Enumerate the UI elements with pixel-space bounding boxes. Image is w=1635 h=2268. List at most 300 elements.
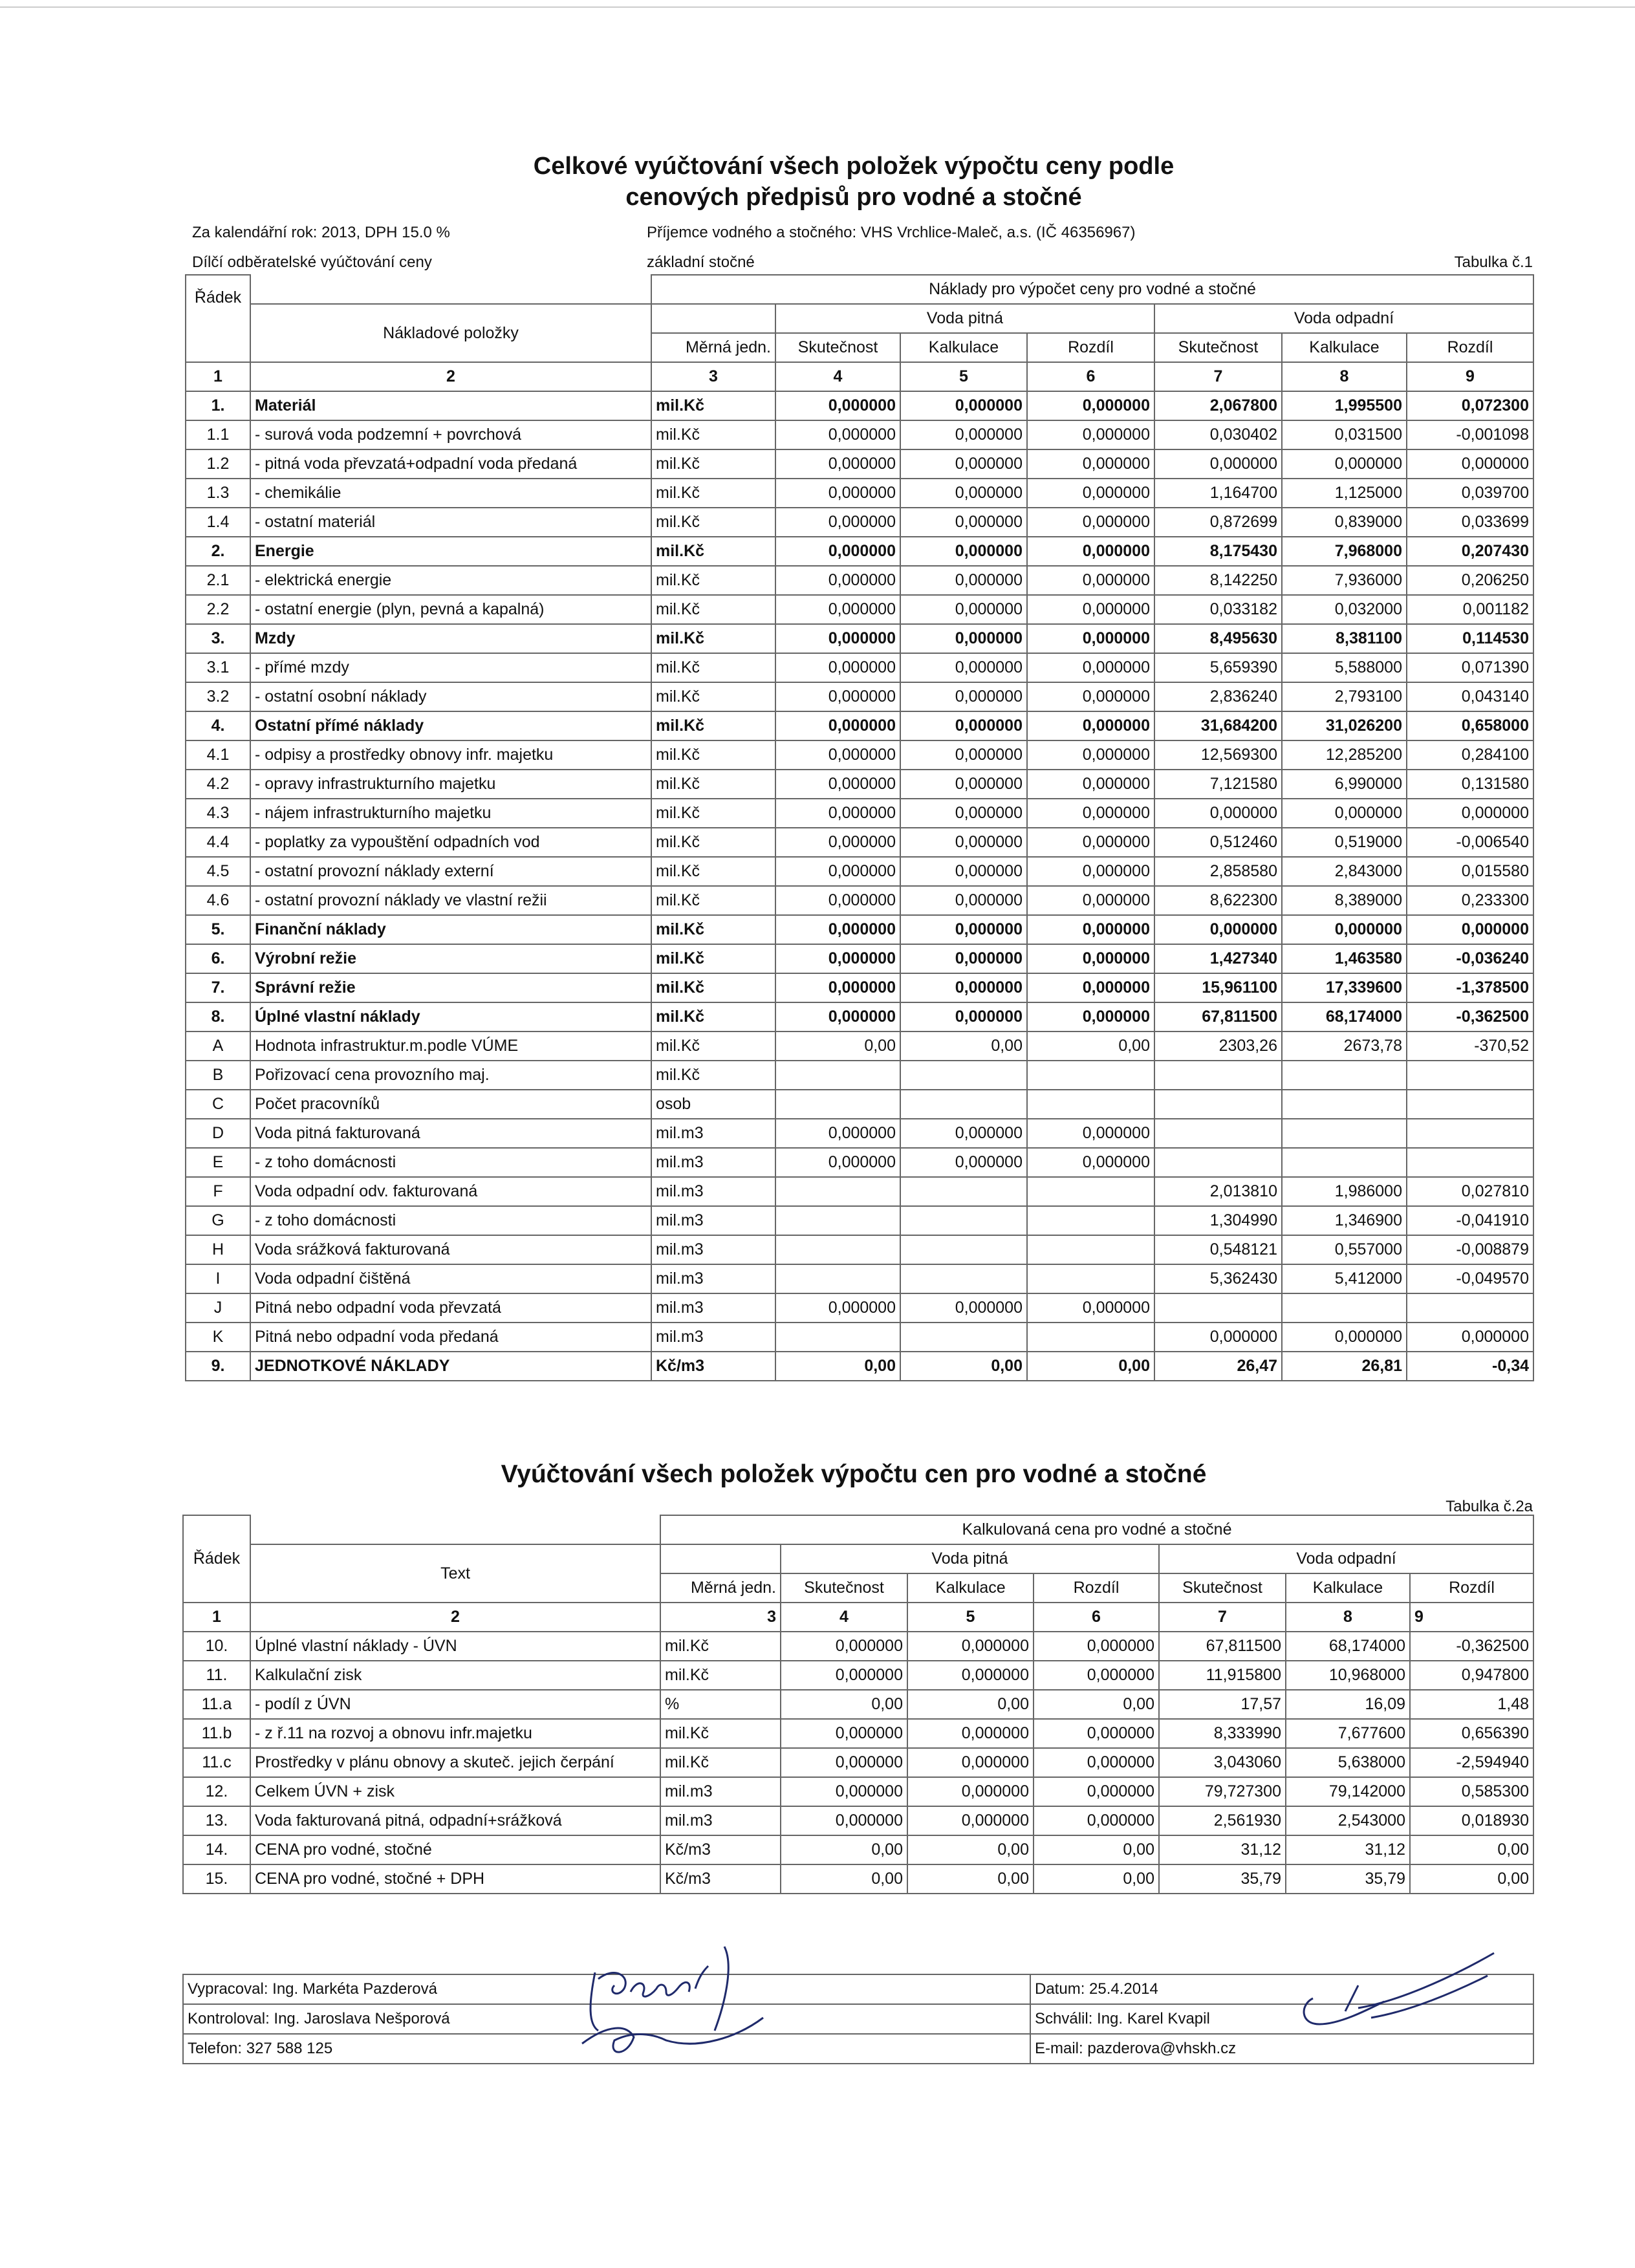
value-cell bbox=[1407, 1090, 1533, 1119]
value-cell: 0,00 bbox=[1034, 1690, 1159, 1719]
value-cell: 2303,26 bbox=[1154, 1031, 1282, 1061]
table-row bbox=[186, 1031, 1533, 1061]
row-label: - z toho domácnosti bbox=[250, 1148, 651, 1177]
value-cell: 0,000000 bbox=[1282, 915, 1407, 944]
value-cell: 0,000000 bbox=[775, 857, 900, 886]
value-cell: 31,12 bbox=[1286, 1835, 1410, 1864]
row-unit: osob bbox=[651, 1090, 775, 1119]
row-label: - pitná voda převzatá+odpadní voda předaná bbox=[250, 449, 651, 479]
col-num: 5 bbox=[907, 1603, 1034, 1632]
value-cell: 0,000000 bbox=[781, 1719, 907, 1748]
value-cell: 1,346900 bbox=[1282, 1206, 1407, 1235]
value-cell bbox=[900, 1235, 1027, 1264]
value-cell: 0,072300 bbox=[1407, 391, 1533, 420]
row-label: Finanční náklady bbox=[250, 915, 651, 944]
row-id: F bbox=[186, 1177, 250, 1206]
col-num: 3 bbox=[651, 362, 775, 391]
row-label: - přímé mzdy bbox=[250, 653, 651, 682]
value-cell bbox=[1282, 1090, 1407, 1119]
row-unit: mil.m3 bbox=[651, 1264, 775, 1293]
dw-actual-header: Skutečnost bbox=[781, 1573, 907, 1603]
value-cell: 0,000000 bbox=[900, 915, 1027, 944]
row-unit: mil.Kč bbox=[651, 449, 775, 479]
value-cell: 0,000000 bbox=[775, 770, 900, 799]
value-cell: 31,026200 bbox=[1282, 711, 1407, 740]
row-id: 1.4 bbox=[186, 508, 250, 537]
row-id: 4.4 bbox=[186, 828, 250, 857]
value-cell: 0,000000 bbox=[900, 1148, 1027, 1177]
calculated-price-table bbox=[182, 1515, 1534, 1894]
value-cell: 1,164700 bbox=[1154, 479, 1282, 508]
value-cell: -0,001098 bbox=[1407, 420, 1533, 449]
value-cell: 0,00 bbox=[900, 1352, 1027, 1381]
row-id: 11.c bbox=[183, 1748, 250, 1777]
value-cell: 0,000000 bbox=[775, 1293, 900, 1323]
row-id: 1.1 bbox=[186, 420, 250, 449]
row-unit: mil.m3 bbox=[660, 1806, 781, 1835]
value-cell: 0,000000 bbox=[900, 944, 1027, 973]
value-cell: 3,043060 bbox=[1159, 1748, 1286, 1777]
value-cell bbox=[1282, 1061, 1407, 1090]
value-cell bbox=[1407, 1148, 1533, 1177]
value-cell: 0,00 bbox=[1027, 1352, 1154, 1381]
row-id: A bbox=[186, 1031, 250, 1061]
value-cell: 0,000000 bbox=[775, 799, 900, 828]
value-cell bbox=[1407, 1293, 1533, 1323]
value-cell: 0,000000 bbox=[900, 653, 1027, 682]
value-cell bbox=[1154, 1061, 1282, 1090]
value-cell: 0,000000 bbox=[1027, 420, 1154, 449]
row-label: - z ř.11 na rozvoj a obnovu infr.majetku bbox=[250, 1719, 660, 1748]
row-id: D bbox=[186, 1119, 250, 1148]
table-row bbox=[183, 1690, 1533, 1719]
value-cell: 0,000000 bbox=[775, 973, 900, 1002]
row-id: E bbox=[186, 1148, 250, 1177]
col-num: 7 bbox=[1159, 1603, 1286, 1632]
value-cell: 0,00 bbox=[907, 1690, 1034, 1719]
value-cell bbox=[1027, 1323, 1154, 1352]
value-cell: 0,000000 bbox=[781, 1806, 907, 1835]
row-unit: mil.m3 bbox=[651, 1293, 775, 1323]
row-unit: mil.m3 bbox=[651, 1119, 775, 1148]
table-row bbox=[186, 740, 1533, 770]
row-unit: mil.Kč bbox=[651, 915, 775, 944]
value-cell bbox=[775, 1177, 900, 1206]
value-cell: 1,427340 bbox=[1154, 944, 1282, 973]
value-cell bbox=[775, 1206, 900, 1235]
value-cell: 0,033699 bbox=[1407, 508, 1533, 537]
value-cell: -0,049570 bbox=[1407, 1264, 1533, 1293]
value-cell: 0,031500 bbox=[1282, 420, 1407, 449]
value-cell: 0,00 bbox=[907, 1864, 1034, 1894]
ww-actual-header: Skutečnost bbox=[1159, 1573, 1286, 1603]
value-cell: 0,000000 bbox=[1027, 886, 1154, 915]
value-cell: 0,000000 bbox=[1027, 624, 1154, 653]
table-row bbox=[186, 624, 1533, 653]
row-label: - ostatní materiál bbox=[250, 508, 651, 537]
value-cell: 5,588000 bbox=[1282, 653, 1407, 682]
ww-actual-header: Skutečnost bbox=[1154, 333, 1282, 362]
value-cell: 0,000000 bbox=[775, 886, 900, 915]
value-cell: -0,006540 bbox=[1407, 828, 1533, 857]
value-cell: 2,793100 bbox=[1282, 682, 1407, 711]
col-num: 9 bbox=[1410, 1603, 1533, 1632]
value-cell: 0,000000 bbox=[1027, 1293, 1154, 1323]
col-num: 1 bbox=[186, 362, 250, 391]
value-cell: 0,000000 bbox=[1027, 973, 1154, 1002]
value-cell: 0,018930 bbox=[1410, 1806, 1533, 1835]
value-cell: 8,333990 bbox=[1159, 1719, 1286, 1748]
table-row bbox=[186, 1002, 1533, 1031]
ww-diff-header: Rozdíl bbox=[1407, 333, 1533, 362]
value-cell: 2,543000 bbox=[1286, 1806, 1410, 1835]
value-cell: 8,381100 bbox=[1282, 624, 1407, 653]
value-cell: 0,207430 bbox=[1407, 537, 1533, 566]
row-number-header: Řádek bbox=[183, 1515, 250, 1603]
value-cell: 7,936000 bbox=[1282, 566, 1407, 595]
row-id: 2.2 bbox=[186, 595, 250, 624]
value-cell: 15,961100 bbox=[1154, 973, 1282, 1002]
value-cell: 0,000000 bbox=[1034, 1777, 1159, 1806]
value-cell: 0,000000 bbox=[1034, 1661, 1159, 1690]
value-cell bbox=[1027, 1206, 1154, 1235]
table-row bbox=[186, 420, 1533, 449]
value-cell: 8,175430 bbox=[1154, 537, 1282, 566]
row-label: Voda odpadní čištěná bbox=[250, 1264, 651, 1293]
table-row bbox=[186, 1148, 1533, 1177]
row-id: 4.2 bbox=[186, 770, 250, 799]
row-id: G bbox=[186, 1206, 250, 1235]
value-cell: 0,00 bbox=[775, 1031, 900, 1061]
value-cell: 0,000000 bbox=[1027, 915, 1154, 944]
row-label: - podíl z ÚVN bbox=[250, 1690, 660, 1719]
value-cell: 0,043140 bbox=[1407, 682, 1533, 711]
value-cell: 0,000000 bbox=[900, 770, 1027, 799]
value-cell: 0,839000 bbox=[1282, 508, 1407, 537]
row-number-header: Řádek bbox=[186, 275, 250, 362]
value-cell: 0,00 bbox=[781, 1690, 907, 1719]
value-cell: 0,039700 bbox=[1407, 479, 1533, 508]
col-num: 4 bbox=[775, 362, 900, 391]
row-label: - chemikálie bbox=[250, 479, 651, 508]
value-cell: 5,638000 bbox=[1286, 1748, 1410, 1777]
value-cell: 0,000000 bbox=[1034, 1748, 1159, 1777]
value-cell: -370,52 bbox=[1407, 1031, 1533, 1061]
value-cell bbox=[900, 1177, 1027, 1206]
row-label: - ostatní energie (plyn, pevná a kapalná) bbox=[250, 595, 651, 624]
value-cell bbox=[1407, 1061, 1533, 1090]
col-num: 8 bbox=[1282, 362, 1407, 391]
row-unit: mil.Kč bbox=[651, 857, 775, 886]
row-unit: mil.Kč bbox=[660, 1719, 781, 1748]
row-unit: mil.Kč bbox=[651, 1031, 775, 1061]
table-row bbox=[183, 1835, 1533, 1864]
text-header: Text bbox=[250, 1544, 660, 1603]
value-cell: 7,677600 bbox=[1286, 1719, 1410, 1748]
value-cell: 0,658000 bbox=[1407, 711, 1533, 740]
row-unit: mil.Kč bbox=[651, 537, 775, 566]
row-unit: mil.m3 bbox=[651, 1235, 775, 1264]
row-unit: mil.Kč bbox=[651, 711, 775, 740]
value-cell: 0,001182 bbox=[1407, 595, 1533, 624]
row-id: 11.b bbox=[183, 1719, 250, 1748]
value-cell: 0,000000 bbox=[775, 508, 900, 537]
row-label: CENA pro vodné, stočné + DPH bbox=[250, 1864, 660, 1894]
row-label: CENA pro vodné, stočné bbox=[250, 1835, 660, 1864]
value-cell: 0,000000 bbox=[775, 566, 900, 595]
value-cell bbox=[1154, 1148, 1282, 1177]
value-cell: 0,000000 bbox=[907, 1632, 1034, 1661]
value-cell: -1,378500 bbox=[1407, 973, 1533, 1002]
row-unit: mil.m3 bbox=[660, 1777, 781, 1806]
sub-billing-label: Dílčí odběratelské vyúčtování ceny bbox=[192, 254, 432, 271]
value-cell: 0,000000 bbox=[775, 449, 900, 479]
value-cell bbox=[775, 1235, 900, 1264]
value-cell bbox=[1154, 1293, 1282, 1323]
row-unit: mil.Kč bbox=[660, 1632, 781, 1661]
value-cell: 0,000000 bbox=[775, 915, 900, 944]
row-label: - ostatní provozní náklady ve vlastní režii bbox=[250, 886, 651, 915]
dw-calc-header: Kalkulace bbox=[900, 333, 1027, 362]
col-num: 7 bbox=[1154, 362, 1282, 391]
col-num: 1 bbox=[183, 1603, 250, 1632]
table-row bbox=[186, 973, 1533, 1002]
table-row bbox=[183, 1777, 1533, 1806]
row-unit: mil.Kč bbox=[651, 682, 775, 711]
value-cell: 0,284100 bbox=[1407, 740, 1533, 770]
value-cell: 8,622300 bbox=[1154, 886, 1282, 915]
value-cell: -0,008879 bbox=[1407, 1235, 1533, 1264]
value-cell: 0,000000 bbox=[900, 857, 1027, 886]
value-cell: 0,00 bbox=[781, 1864, 907, 1894]
phone: Telefon: 327 588 125 bbox=[183, 2034, 1030, 2064]
row-id: 4.5 bbox=[186, 857, 250, 886]
handwritten-signature-right bbox=[1281, 1940, 1539, 2069]
drinking-water-header: Voda pitná bbox=[775, 304, 1154, 333]
table-row bbox=[186, 799, 1533, 828]
value-cell: 0,000000 bbox=[900, 595, 1027, 624]
row-unit: mil.Kč bbox=[651, 740, 775, 770]
value-cell: 0,000000 bbox=[1034, 1806, 1159, 1835]
row-id: 3. bbox=[186, 624, 250, 653]
table-row bbox=[186, 770, 1533, 799]
table-row bbox=[186, 1177, 1533, 1206]
value-cell: 0,000000 bbox=[900, 508, 1027, 537]
value-cell: 0,585300 bbox=[1410, 1777, 1533, 1806]
value-cell: 0,000000 bbox=[900, 1119, 1027, 1148]
value-cell bbox=[900, 1264, 1027, 1293]
value-cell: 5,412000 bbox=[1282, 1264, 1407, 1293]
value-cell: 0,000000 bbox=[775, 391, 900, 420]
value-cell: 0,000000 bbox=[781, 1777, 907, 1806]
table2-label: Tabulka č.2a bbox=[1446, 1498, 1533, 1515]
table-row bbox=[186, 886, 1533, 915]
waste-water-header: Voda odpadní bbox=[1159, 1544, 1533, 1573]
row-id: 14. bbox=[183, 1835, 250, 1864]
row-unit: mil.Kč bbox=[651, 566, 775, 595]
value-cell: 0,000000 bbox=[900, 566, 1027, 595]
value-cell: 7,968000 bbox=[1282, 537, 1407, 566]
table-row bbox=[186, 1352, 1533, 1381]
row-unit: Kč/m3 bbox=[660, 1835, 781, 1864]
table-row bbox=[186, 711, 1533, 740]
table-row bbox=[186, 391, 1533, 420]
table-row bbox=[186, 566, 1533, 595]
second-title: Vyúčtování všech položek výpočtu cen pro vodné a stočné bbox=[501, 1460, 1207, 1488]
date: Datum: 25.4.2014 bbox=[1030, 1974, 1533, 2004]
row-id: 3.1 bbox=[186, 653, 250, 682]
value-cell: 31,684200 bbox=[1154, 711, 1282, 740]
value-cell: 0,000000 bbox=[907, 1806, 1034, 1835]
value-cell: 0,000000 bbox=[1027, 566, 1154, 595]
table-row bbox=[186, 1235, 1533, 1264]
value-cell: -0,041910 bbox=[1407, 1206, 1533, 1235]
value-cell: 0,000000 bbox=[907, 1719, 1034, 1748]
row-id: 2. bbox=[186, 537, 250, 566]
value-cell: -0,362500 bbox=[1407, 1002, 1533, 1031]
value-cell bbox=[1027, 1177, 1154, 1206]
row-unit: mil.Kč bbox=[651, 624, 775, 653]
value-cell: 0,000000 bbox=[775, 479, 900, 508]
value-cell: 0,000000 bbox=[1027, 1148, 1154, 1177]
value-cell: 0,000000 bbox=[1034, 1632, 1159, 1661]
row-id: 4.6 bbox=[186, 886, 250, 915]
row-label: Energie bbox=[250, 537, 651, 566]
value-cell bbox=[1027, 1090, 1154, 1119]
value-cell: 0,000000 bbox=[907, 1748, 1034, 1777]
value-cell: 0,071390 bbox=[1407, 653, 1533, 682]
value-cell: 0,548121 bbox=[1154, 1235, 1282, 1264]
row-unit: mil.Kč bbox=[651, 886, 775, 915]
value-cell: 0,000000 bbox=[1027, 391, 1154, 420]
table-row bbox=[186, 449, 1533, 479]
row-label: Mzdy bbox=[250, 624, 651, 653]
value-cell: 7,121580 bbox=[1154, 770, 1282, 799]
value-cell: 0,00 bbox=[775, 1352, 900, 1381]
row-id: 1.2 bbox=[186, 449, 250, 479]
row-id: 2.1 bbox=[186, 566, 250, 595]
value-cell: 0,512460 bbox=[1154, 828, 1282, 857]
row-id: 6. bbox=[186, 944, 250, 973]
value-cell: 0,00 bbox=[907, 1835, 1034, 1864]
value-cell bbox=[1154, 1090, 1282, 1119]
value-cell: 8,389000 bbox=[1282, 886, 1407, 915]
value-cell: 0,000000 bbox=[781, 1748, 907, 1777]
row-id: C bbox=[186, 1090, 250, 1119]
value-cell: 1,125000 bbox=[1282, 479, 1407, 508]
row-unit: mil.Kč bbox=[651, 944, 775, 973]
value-cell: 0,000000 bbox=[775, 1002, 900, 1031]
row-label: - poplatky za vypouštění odpadních vod bbox=[250, 828, 651, 857]
value-cell: 11,915800 bbox=[1159, 1661, 1286, 1690]
value-cell: 0,000000 bbox=[1027, 595, 1154, 624]
value-cell: 0,000000 bbox=[1282, 449, 1407, 479]
row-unit: mil.Kč bbox=[651, 770, 775, 799]
value-cell: -0,036240 bbox=[1407, 944, 1533, 973]
value-cell: 0,000000 bbox=[1407, 1323, 1533, 1352]
value-cell: 0,000000 bbox=[775, 595, 900, 624]
value-cell: 0,000000 bbox=[1154, 449, 1282, 479]
value-cell: 0,000000 bbox=[900, 391, 1027, 420]
row-id: 4.3 bbox=[186, 799, 250, 828]
prepared-by: Vypracoval: Ing. Markéta Pazderová bbox=[183, 1974, 1030, 2004]
row-unit: mil.Kč bbox=[651, 508, 775, 537]
row-id: 3.2 bbox=[186, 682, 250, 711]
value-cell: 0,000000 bbox=[775, 711, 900, 740]
value-cell: 68,174000 bbox=[1282, 1002, 1407, 1031]
row-id: B bbox=[186, 1061, 250, 1090]
table-row bbox=[186, 653, 1533, 682]
value-cell: 0,00 bbox=[1027, 1031, 1154, 1061]
value-cell: 0,000000 bbox=[1027, 740, 1154, 770]
value-cell: 0,000000 bbox=[1027, 537, 1154, 566]
value-cell: 0,030402 bbox=[1154, 420, 1282, 449]
value-cell: 0,000000 bbox=[775, 682, 900, 711]
table-row bbox=[186, 915, 1533, 944]
row-id: 1.3 bbox=[186, 479, 250, 508]
table-row bbox=[186, 508, 1533, 537]
value-cell: 0,027810 bbox=[1407, 1177, 1533, 1206]
row-id: 15. bbox=[183, 1864, 250, 1894]
value-cell: -0,34 bbox=[1407, 1352, 1533, 1381]
column-number-row bbox=[186, 362, 1533, 391]
row-label: - surová voda podzemní + povrchová bbox=[250, 420, 651, 449]
row-id: 7. bbox=[186, 973, 250, 1002]
table-row bbox=[183, 1806, 1533, 1835]
value-cell: 10,968000 bbox=[1286, 1661, 1410, 1690]
cost-group-header: Náklady pro výpočet ceny pro vodné a stočné bbox=[651, 275, 1533, 304]
value-cell: 0,000000 bbox=[900, 740, 1027, 770]
value-cell: 0,000000 bbox=[900, 420, 1027, 449]
row-label: - z toho domácnosti bbox=[250, 1206, 651, 1235]
value-cell: 0,872699 bbox=[1154, 508, 1282, 537]
value-cell: 0,000000 bbox=[900, 682, 1027, 711]
row-unit: mil.Kč bbox=[651, 653, 775, 682]
value-cell: 2673,78 bbox=[1282, 1031, 1407, 1061]
value-cell bbox=[775, 1323, 900, 1352]
value-cell: 0,000000 bbox=[1154, 915, 1282, 944]
value-cell: 0,000000 bbox=[775, 1148, 900, 1177]
row-label: - odpisy a prostředky obnovy infr. majetku bbox=[250, 740, 651, 770]
row-id: 12. bbox=[183, 1777, 250, 1806]
value-cell: 2,836240 bbox=[1154, 682, 1282, 711]
value-cell: 6,990000 bbox=[1282, 770, 1407, 799]
value-cell: 0,00 bbox=[1034, 1835, 1159, 1864]
value-cell: 26,81 bbox=[1282, 1352, 1407, 1381]
col-num: 5 bbox=[900, 362, 1027, 391]
row-label: Pitná nebo odpadní voda předaná bbox=[250, 1323, 651, 1352]
row-label: Pitná nebo odpadní voda převzatá bbox=[250, 1293, 651, 1323]
row-label: Voda odpadní odv. fakturovaná bbox=[250, 1177, 651, 1206]
value-cell bbox=[900, 1206, 1027, 1235]
value-cell: 2,561930 bbox=[1159, 1806, 1286, 1835]
value-cell bbox=[1027, 1264, 1154, 1293]
row-unit: mil.Kč bbox=[660, 1661, 781, 1690]
table1-label: Tabulka č.1 bbox=[1454, 254, 1533, 271]
value-cell: 35,79 bbox=[1159, 1864, 1286, 1894]
value-cell: 2,013810 bbox=[1154, 1177, 1282, 1206]
value-cell bbox=[1027, 1061, 1154, 1090]
cost-items-table bbox=[185, 274, 1534, 1381]
value-cell: 0,000000 bbox=[1154, 799, 1282, 828]
value-cell: 0,000000 bbox=[1027, 828, 1154, 857]
table-row bbox=[183, 1719, 1533, 1748]
row-label: - nájem infrastrukturního majetku bbox=[250, 799, 651, 828]
value-cell: 0,032000 bbox=[1282, 595, 1407, 624]
value-cell: 0,233300 bbox=[1407, 886, 1533, 915]
value-cell: 0,000000 bbox=[900, 479, 1027, 508]
ww-calc-header: Kalkulace bbox=[1286, 1573, 1410, 1603]
